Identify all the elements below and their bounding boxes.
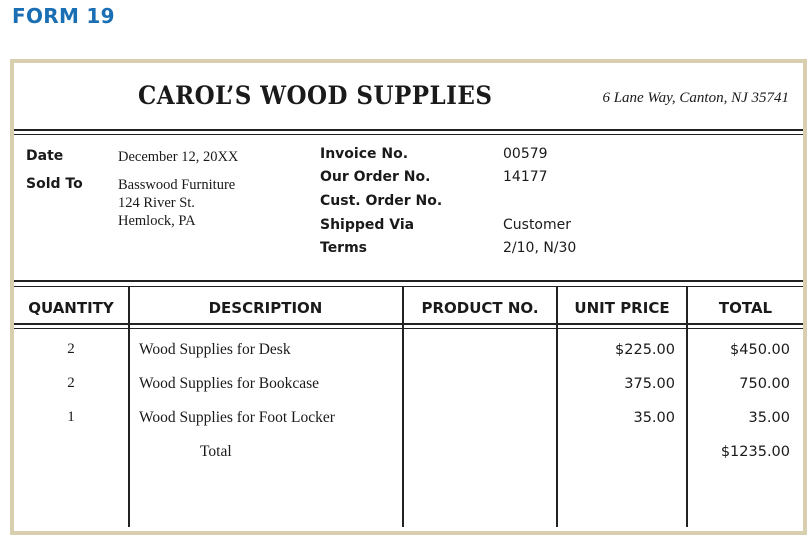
header-divider xyxy=(14,129,803,131)
row-description: Wood Supplies for Foot Locker xyxy=(139,409,335,426)
row-description: Wood Supplies for Bookcase xyxy=(139,375,319,392)
company-address: 6 Lane Way, Canton, NJ 35741 xyxy=(602,90,789,106)
invoice-no-value: 00579 xyxy=(503,146,548,162)
form-label: FORM 19 xyxy=(12,4,115,28)
row-description: Wood Supplies for Desk xyxy=(139,341,291,358)
row-unit-price: 35.00 xyxy=(633,410,675,426)
row-total: $450.00 xyxy=(730,342,790,358)
header-divider-thin xyxy=(14,134,803,135)
sold-to-line: 124 River St. xyxy=(118,195,195,211)
sold-to-line: Hemlock, PA xyxy=(118,213,196,229)
terms-label: Terms xyxy=(320,240,368,256)
row-quantity: 2 xyxy=(67,375,75,391)
date-label: Date xyxy=(26,148,64,164)
column-header-unit-price: UNIT PRICE xyxy=(574,299,670,317)
grand-total: $1235.00 xyxy=(720,444,790,460)
our-order-no-value: 14177 xyxy=(503,169,548,185)
total-label: Total xyxy=(200,443,232,460)
column-header-description: DESCRIPTION xyxy=(208,299,323,317)
column-header-total: TOTAL xyxy=(718,299,773,317)
header-row-divider xyxy=(14,323,803,325)
cust-order-no-label: Cust. Order No. xyxy=(320,193,443,209)
invoice-no-label: Invoice No. xyxy=(320,146,409,162)
our-order-no-label: Our Order No. xyxy=(320,169,431,185)
terms-value: 2/10, N/30 xyxy=(503,240,577,256)
row-quantity: 2 xyxy=(67,341,75,357)
row-unit-price: $225.00 xyxy=(615,342,675,358)
sold-to-line: Basswood Furniture xyxy=(118,177,236,193)
shipped-via-value: Customer xyxy=(503,217,572,233)
shipped-via-label: Shipped Via xyxy=(320,217,415,233)
row-total: 750.00 xyxy=(739,376,790,392)
sold-to-label: Sold To xyxy=(26,176,83,192)
invoice-form xyxy=(10,59,807,535)
column-header-product-no: PRODUCT NO. xyxy=(421,299,539,317)
row-unit-price: 375.00 xyxy=(624,376,675,392)
company-name: CAROL’S WOOD SUPPLIES xyxy=(138,81,493,110)
column-header-quantity: QUANTITY xyxy=(28,299,114,317)
table-top-divider-thin xyxy=(14,286,803,287)
table-top-divider xyxy=(14,280,803,282)
header-row-divider-thin xyxy=(14,328,803,329)
row-total: 35.00 xyxy=(748,410,790,426)
date-value: December 12, 20XX xyxy=(118,149,239,165)
row-quantity: 1 xyxy=(67,409,75,425)
